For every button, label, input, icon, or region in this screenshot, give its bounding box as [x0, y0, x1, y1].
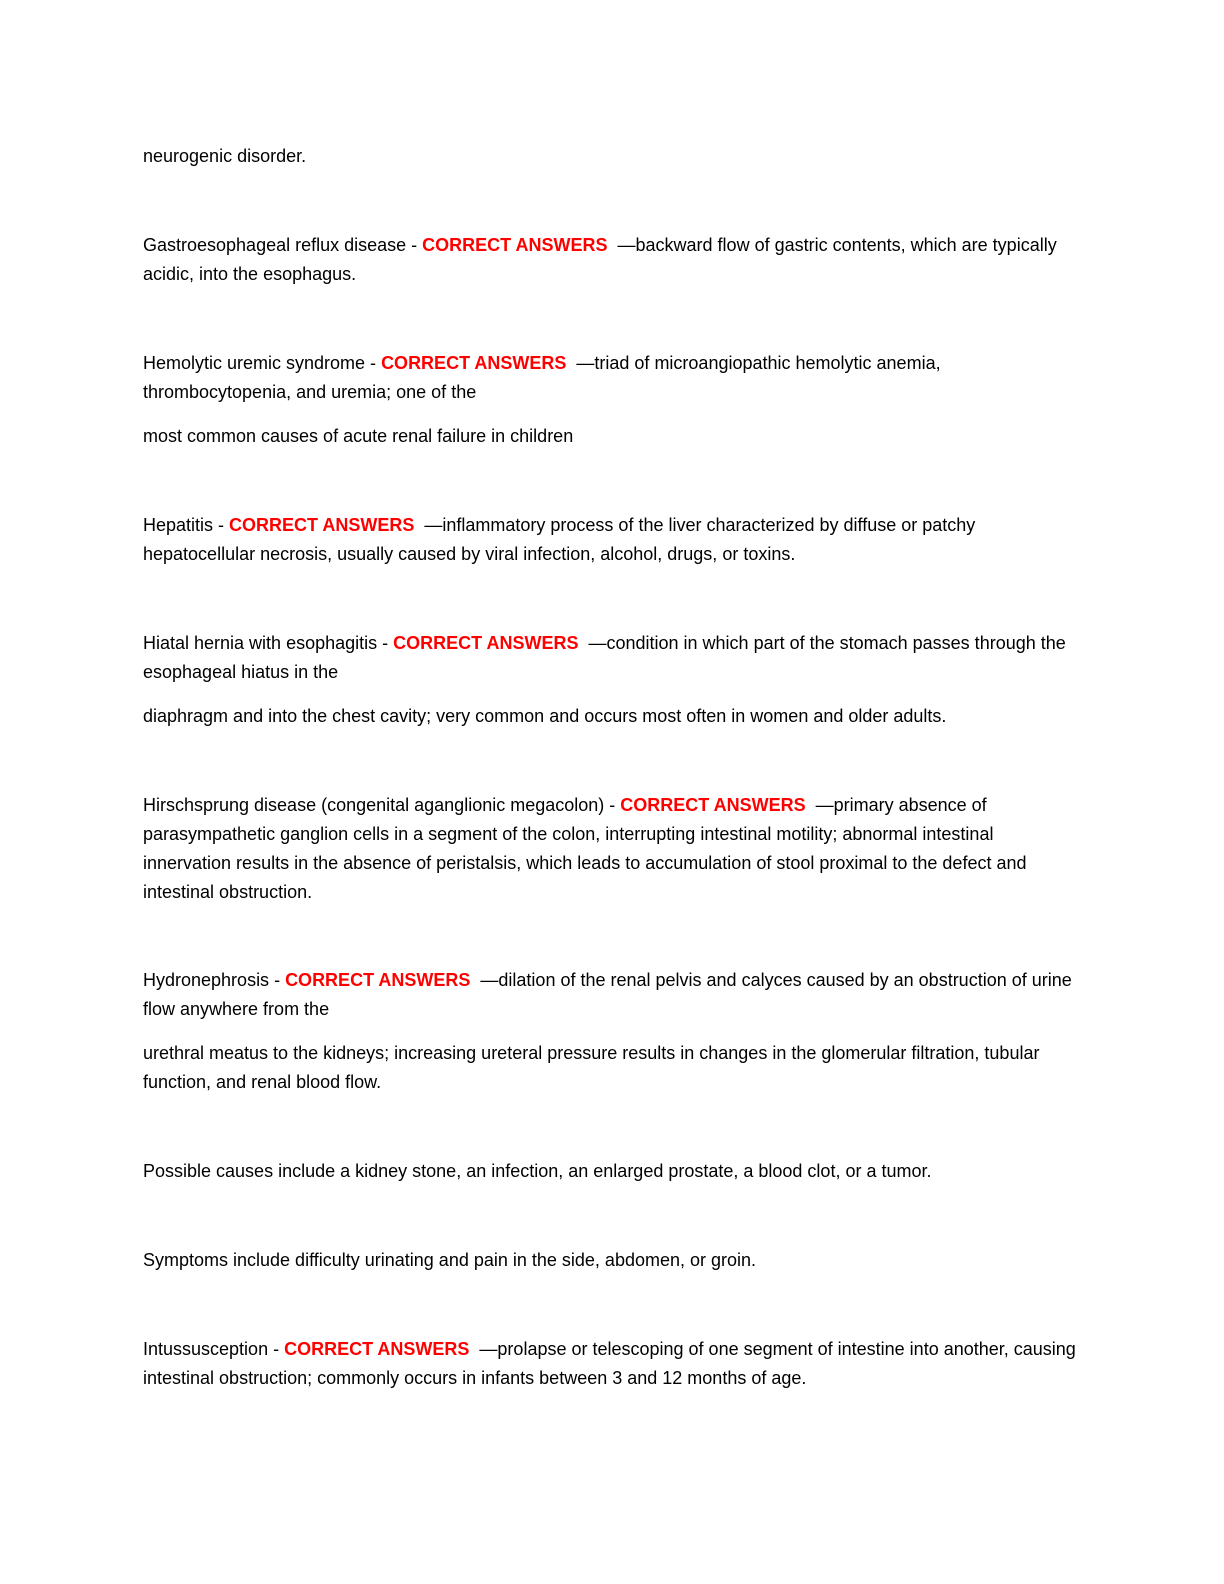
- entry-intussusception: [143, 1335, 1081, 1393]
- entry-definition: —primary absence of parasympathetic ganglion cells in a segment of the colon, interrupting intestinal motility; abnormal intestinal innervation results in the absence of peristalsis, which leads to accumulation of stool proximal to the defect and intestinal obstruction.: [143, 795, 1032, 902]
- entry-hydronephrosis: [143, 966, 1078, 1024]
- correct-answers-label: CORRECT ANSWERS: [284, 1339, 470, 1359]
- entry-hepatitis: [143, 511, 1078, 569]
- paragraph-hiatal-continuation: [143, 702, 1078, 731]
- entry-hirschsprung-disease: [143, 791, 1078, 907]
- entry-definition: —dilation of the renal pelvis and calyces caused by an obstruction of urine flow anywhere from the: [143, 970, 1077, 1019]
- paragraph-neurogenic-disorder: [143, 142, 1078, 171]
- correct-answers-label: CORRECT ANSWERS: [229, 515, 415, 535]
- entry-term: Intussusception -: [143, 1339, 285, 1359]
- paragraph-hydronephrosis-continuation: [143, 1039, 1078, 1097]
- entry-term: Gastroesophageal reflux disease -: [143, 235, 423, 255]
- entry-definition: —condition in which part of the stomach passes through the esophageal hiatus in the: [143, 633, 1071, 682]
- entry-hiatal-hernia: [143, 629, 1078, 687]
- correct-answers-label: CORRECT ANSWERS: [620, 795, 806, 815]
- paragraph-text: neurogenic disorder.: [143, 146, 307, 166]
- entry-definition: —inflammatory process of the liver characterized by diffuse or patchy hepatocellular necrosis, usually caused by viral infection, alcohol, drugs, or toxins.: [143, 515, 981, 564]
- paragraph-text: Possible causes include a kidney stone, an infection, an enlarged prostate, a blood clot, or a tumor.: [143, 1161, 932, 1181]
- paragraph-possible-causes: [143, 1157, 1078, 1186]
- correct-answers-label: CORRECT ANSWERS: [285, 970, 471, 990]
- entry-definition: —prolapse or telescoping of one segment of intestine into another, causing intestinal obstruction; commonly occurs in infants between 3 and 12 months of age.: [143, 1339, 1081, 1388]
- entry-term: Hiatal hernia with esophagitis -: [143, 633, 394, 653]
- entry-term: Hirschsprung disease (congenital aganglionic megacolon) -: [143, 795, 621, 815]
- paragraph-hus-continuation: [143, 422, 1078, 451]
- paragraph-text: diaphragm and into the chest cavity; very common and occurs most often in women and older adults.: [143, 706, 947, 726]
- paragraph-symptoms: [143, 1246, 1078, 1275]
- correct-answers-label: CORRECT ANSWERS: [381, 353, 567, 373]
- entry-definition: —backward flow of gastric contents, which are typically acidic, into the esophagus.: [143, 235, 1062, 284]
- entry-gastroesophageal-reflux: [143, 231, 1078, 289]
- paragraph-text: Symptoms include difficulty urinating and pain in the side, abdomen, or groin.: [143, 1250, 757, 1270]
- correct-answers-label: CORRECT ANSWERS: [422, 235, 608, 255]
- entry-term: Hemolytic uremic syndrome -: [143, 353, 382, 373]
- entry-term: Hydronephrosis -: [143, 970, 286, 990]
- paragraph-text: most common causes of acute renal failure in children: [143, 426, 574, 446]
- entry-hemolytic-uremic-syndrome: [143, 349, 1078, 407]
- entry-term: Hepatitis -: [143, 515, 230, 535]
- paragraph-text: urethral meatus to the kidneys; increasing ureteral pressure results in changes in the glomerular filtration, tubular function, and renal blood flow.: [143, 1043, 1040, 1092]
- correct-answers-label: CORRECT ANSWERS: [393, 633, 579, 653]
- entry-definition: —triad of microangiopathic hemolytic anemia, thrombocytopenia, and uremia; one of the: [143, 353, 946, 402]
